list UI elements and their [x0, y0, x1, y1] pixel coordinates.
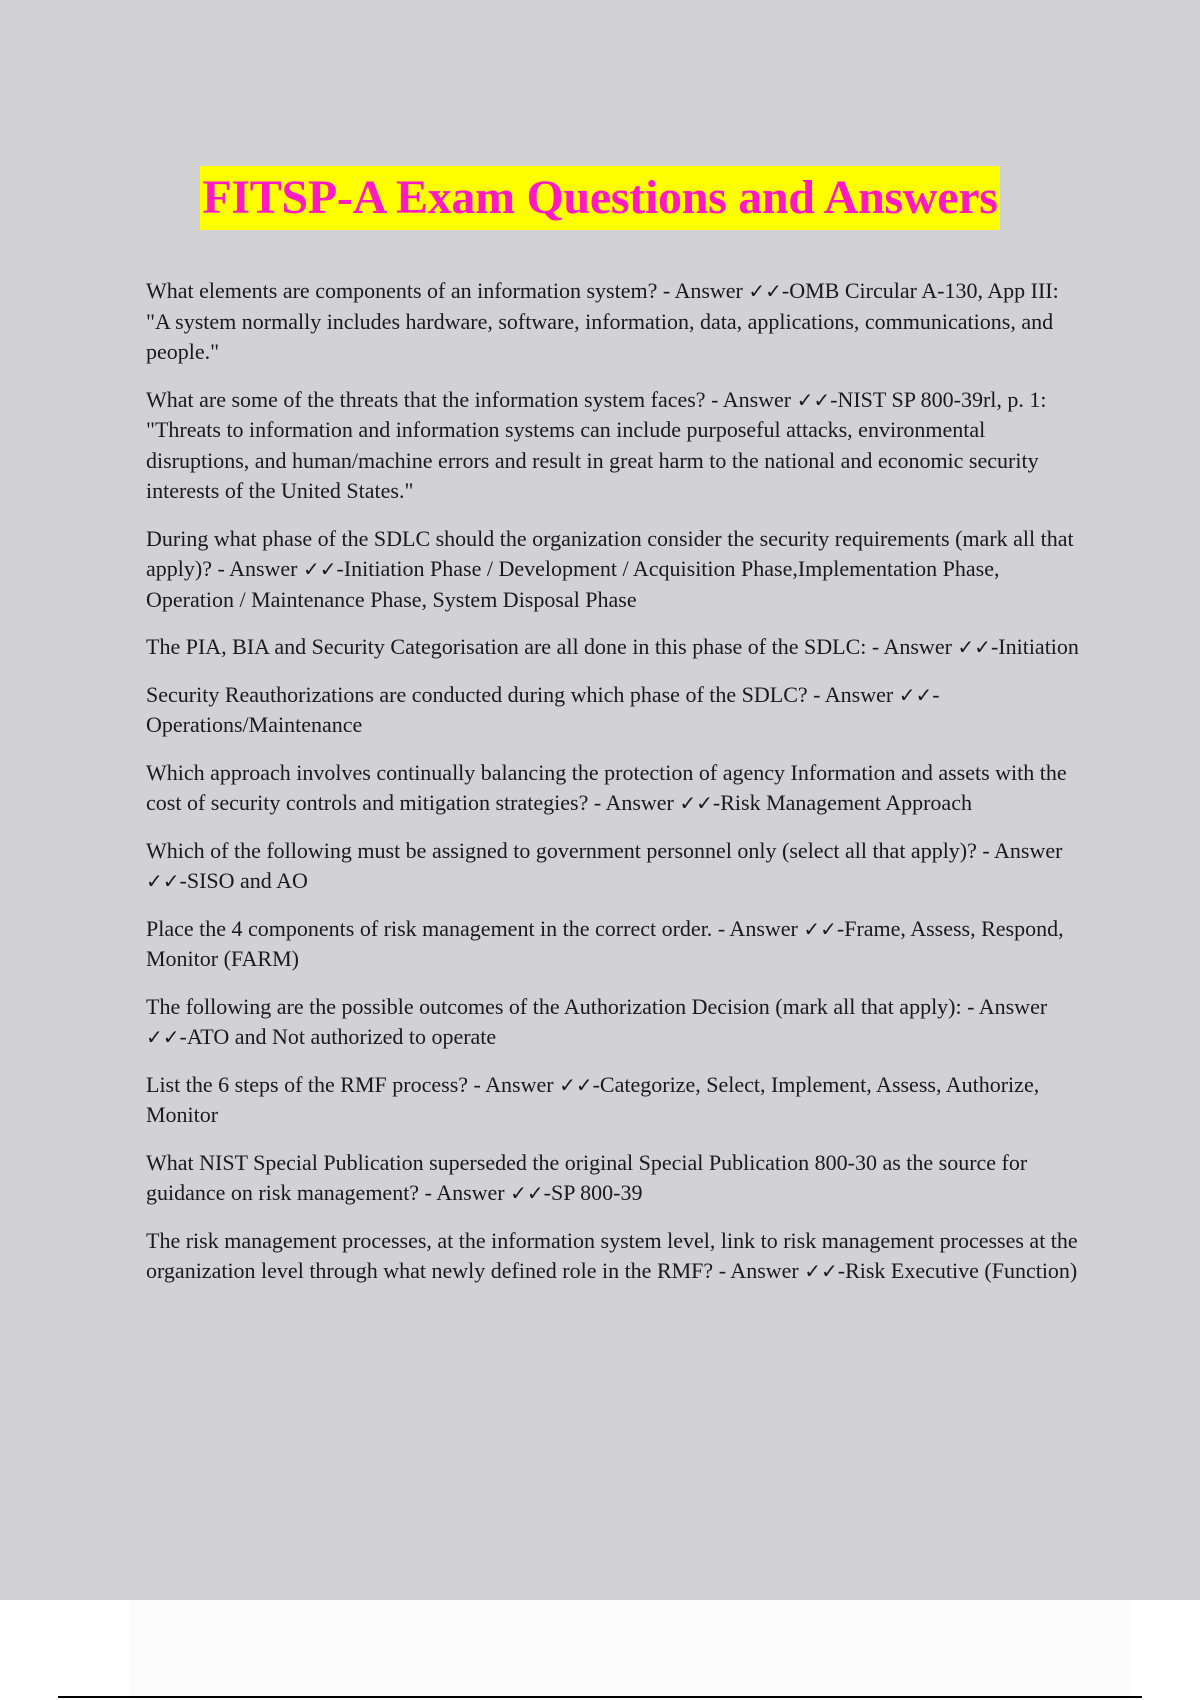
checkmark-icon: ✓✓	[146, 1025, 180, 1049]
answer-text: ATO and Not authorized to operate	[186, 1024, 497, 1049]
checkmark-icon: ✓✓	[559, 1072, 593, 1097]
answer-prefix: - Answer	[713, 1258, 805, 1283]
answer-text: SISO and AO	[186, 868, 308, 893]
answer-prefix: - Answer	[657, 278, 749, 303]
answer-text: Risk Executive (Function)	[845, 1258, 1078, 1283]
qa-item: Which of the following must be assigned to government personnel only (select all that apply)? - Answer ✓✓-SISO and AO	[146, 837, 1063, 893]
qa-list	[146, 276, 1086, 1304]
qa-item: What are some of the threats that the information system faces? - Answer ✓✓-NIST SP 800-39rl, p. 1: "Threats to information and information systems can include purposeful attacks, environmental disruptions, and human/machine errors and result in great harm to the national and economic security interests of the United States."	[146, 386, 1047, 503]
question-text: Security Reauthorizations are conducted during which phase of the SDLC?	[146, 681, 808, 707]
checkmark-icon: ✓✓	[957, 635, 991, 659]
answer-prefix: - Answer	[866, 634, 958, 659]
question-text: What NIST Special Publication superseded the original Special Publication 800-30 as the source for guidance on risk management?	[146, 1149, 1028, 1205]
answer-prefix: - Answer	[705, 386, 797, 412]
page-title: FITSP-A Exam Questions and Answers	[200, 166, 999, 230]
question-text: The risk management processes, at the information system level, link to risk management processes at the organization level through what newly defined role in the RMF?	[146, 1227, 1078, 1283]
answer-text: SP 800-39	[550, 1180, 643, 1205]
question-text: Which of the following must be assigned to government personnel only (select all that apply)?	[146, 837, 977, 863]
checkmark-icon: ✓✓	[679, 791, 713, 815]
qa-item: During what phase of the SDLC should the organization consider the security requirements (mark all that apply)? - Answer ✓✓-Initiation Phase / Development / Acquisition Phase,Implementation Phase, Operation / Maintenance Phase, System Disposal Phase	[146, 525, 1074, 612]
qa-item: The following are the possible outcomes of the Authorization Decision (mark all that apply): - Answer ✓✓-ATO and Not authorized to operate	[146, 993, 1048, 1049]
question-text: What are some of the threats that the information system faces?	[146, 386, 706, 412]
answer-text: Operations/Maintenance	[146, 712, 363, 737]
answer-text: Frame, Assess, Respond, Monitor (FARM)	[146, 915, 1064, 971]
answer-prefix: - Answer	[211, 556, 304, 581]
answer-text: Categorize, Select, Implement, Assess, Authorize, Monitor	[146, 1071, 1040, 1127]
answer-prefix: - Answer	[588, 790, 680, 815]
answer-prefix: - Answer	[419, 1180, 511, 1205]
checkmark-icon: ✓✓	[303, 557, 337, 581]
footer-panel	[130, 1600, 1130, 1700]
checkmark-icon: ✓✓	[748, 279, 782, 303]
qa-item: What elements are components of an information system? - Answer ✓✓-OMB Circular A-130, App III: "A system normally includes hardware, software, information, data, applications, communications, and people."	[146, 278, 1059, 364]
answer-text: Risk Management Approach	[720, 790, 972, 815]
qa-item: Which approach involves continually balancing the protection of agency Information and assets with the cost of security controls and mitigation strategies? - Answer ✓✓-Risk Management Approach	[146, 759, 1067, 815]
qa-item: The PIA, BIA and Security Categorisation are all done in this phase of the SDLC: - Answer ✓✓-Initiation	[146, 634, 1079, 659]
qa-item: What NIST Special Publication superseded the original Special Publication 800-30 as the source for guidance on risk management? - Answer ✓✓-SP 800-39	[146, 1149, 1028, 1205]
answer-prefix: - Answer	[807, 681, 899, 707]
question-text: During what phase of the SDLC should the organization consider the security requirements (mark all that apply)?	[146, 525, 1074, 581]
answer-prefix: - Answer	[712, 915, 804, 941]
answer-text: OMB Circular A-130, App III: "A system normally includes hardware, software, information, data, applications, communications, and people."	[146, 278, 1059, 364]
answer-text: Initiation Phase / Development / Acquisition Phase,Implementation Phase, Operation / Maintenance Phase, System Disposal Phase	[146, 556, 1000, 612]
answer-prefix: - Answer	[961, 993, 1048, 1019]
question-text: Which approach involves continually balancing the protection of agency Information and assets with the cost of security controls and mitigation strategies?	[146, 759, 1067, 815]
question-text: Place the 4 components of risk management in the correct order.	[146, 915, 713, 941]
answer-text: NIST SP 800-39rl, p. 1: "Threats to information and information systems can include purposeful attacks, environmental disruptions, and human/machine errors and result in great harm to the national and economic security interests of the United States."	[146, 386, 1047, 503]
footer-divider	[58, 1696, 1142, 1698]
question-text: The following are the possible outcomes of the Authorization Decision (mark all that apply):	[146, 993, 962, 1019]
question-text: List the 6 steps of the RMF process?	[146, 1071, 469, 1097]
qa-item: Place the 4 components of risk management in the correct order. - Answer ✓✓-Frame, Assess, Respond, Monitor (FARM)	[146, 915, 1064, 971]
checkmark-icon: ✓✓	[898, 682, 933, 707]
checkmark-icon: ✓✓	[510, 1181, 544, 1205]
footer-area	[0, 1600, 1200, 1700]
qa-item: The risk management processes, at the information system level, link to risk management processes at the organization level through what newly defined role in the RMF? - Answer ✓✓-Risk Executive (Function)	[146, 1227, 1078, 1283]
checkmark-icon: ✓✓	[146, 869, 180, 893]
answer-prefix: - Answer	[468, 1071, 560, 1097]
checkmark-icon: ✓✓	[796, 387, 831, 412]
qa-item: Security Reauthorizations are conducted during which phase of the SDLC? - Answer ✓✓-Operations/Maintenance	[146, 681, 940, 737]
answer-text: Initiation	[998, 634, 1079, 659]
title-wrapper	[0, 166, 1200, 230]
qa-item: List the 6 steps of the RMF process? - Answer ✓✓-Categorize, Select, Implement, Assess, Authorize, Monitor	[146, 1071, 1040, 1127]
answer-prefix: - Answer	[976, 837, 1063, 863]
question-text: The PIA, BIA and Security Categorisation are all done in this phase of the SDLC:	[146, 634, 867, 659]
question-text: What elements are components of an information system?	[146, 278, 658, 303]
checkmark-icon: ✓✓	[803, 916, 837, 941]
checkmark-icon: ✓✓	[804, 1259, 838, 1283]
